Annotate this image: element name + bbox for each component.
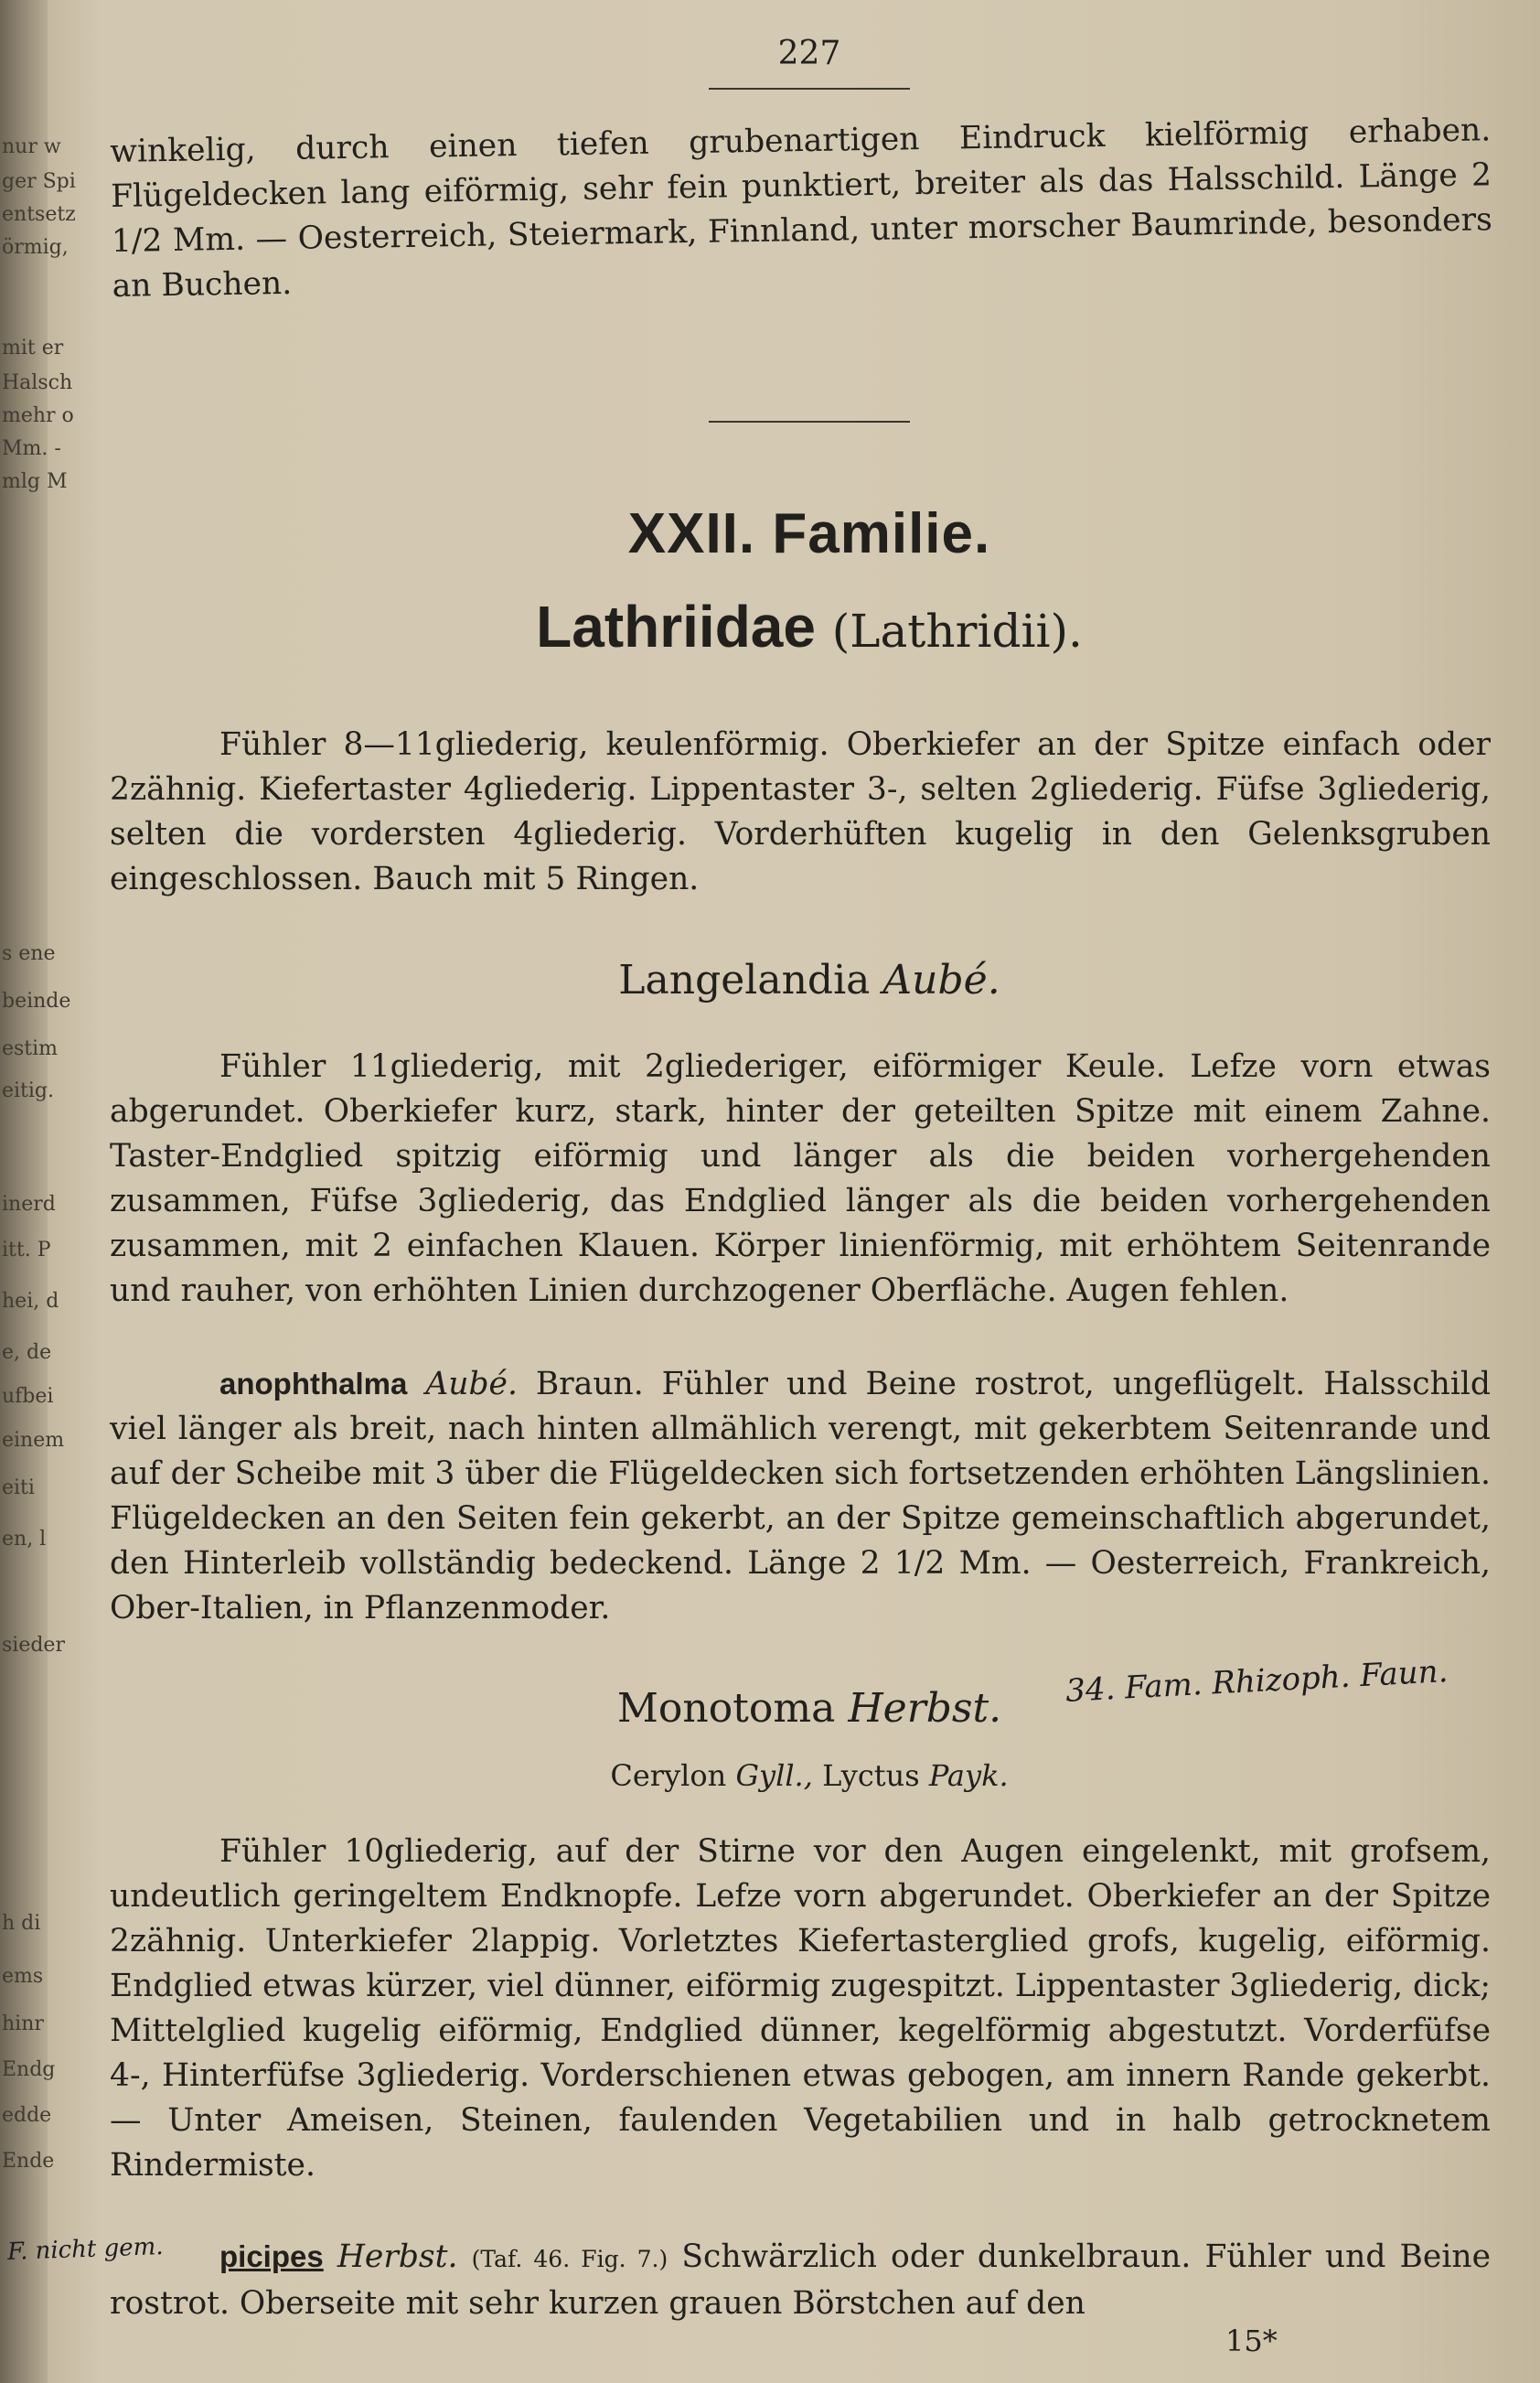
gutter-fragment: ger Spi (2, 170, 76, 193)
family-heading: XXII. Familie. (627, 502, 991, 565)
gutter-fragment: mehr o (2, 404, 74, 427)
gutter-fragment: inerd (2, 1193, 56, 1216)
gutter-fragment: eitig. (2, 1079, 55, 1102)
gutter-fragment: sieder (2, 1634, 65, 1657)
header-rule (709, 88, 910, 90)
synonym-genus: Cerylon (610, 1758, 727, 1793)
gutter-fragment: e, de (2, 1341, 52, 1364)
gutter-fragment: mit er (2, 337, 64, 360)
gutter-fragment: edde (2, 2104, 52, 2127)
species-text: Schwärzlich oder dunkelbraun. Fühler und Beine rostrot. Oberseite mit sehr kurzen grauen Börstchen auf den (110, 2238, 1491, 2322)
handwritten-note-family: 34. Fam. Rhizoph. Faun. (1064, 1653, 1449, 1710)
gutter-fragment: entsetz (2, 203, 76, 226)
gutter-fragment: einem (2, 1429, 65, 1452)
genus-author: Aubé. (882, 957, 1000, 1004)
species-name: picipes (219, 2239, 324, 2273)
gutter-fragment: en, l (2, 1528, 47, 1551)
family-name: Lathriidae (536, 594, 816, 660)
gutter-fragment: hinr (2, 2013, 44, 2035)
facing-page-edge (0, 0, 76, 2383)
page-number: 227 (777, 35, 841, 72)
gutter-fragment: ems (2, 1965, 44, 1988)
gutter-fragment: hei, d (2, 1290, 59, 1313)
gutter-fragment: Ende (2, 2150, 55, 2173)
synonym-genus: Lyctus (822, 1758, 920, 1793)
family-alt-name: (Lathridii). (831, 605, 1083, 658)
family-description: Fühler 8—11gliederig, keulenförmig. Oberkiefer an der Spitze einfach oder 2zähnig. Kiefertaster 4gliederig. Lippentaster 3-, selten 2gliederig. Füfse 3gliederig, selten die vordersten 4gliederig. Vorderhüften kugelig in den Gelenksgruben eingeschlossen. Bauch mit 5 Ringen. (110, 726, 1491, 897)
species-entry-picipes (110, 2234, 1491, 2326)
family-title (110, 593, 1509, 660)
section-rule (709, 421, 910, 423)
gutter-fragment: Mm. - (2, 437, 61, 460)
gutter-fragment: eiti (2, 1476, 35, 1499)
species-entry-anophthalma (110, 1361, 1491, 1631)
gutter-fragment: s ene (2, 942, 56, 965)
genus-description-langelandia: Fühler 11gliederig, mit 2gliederiger, eiförmiger Keule. Lefze vorn etwas abgerundet. Oberkiefer kurz, stark, hinter der geteilten Spitze mit einem Zahne. Taster-Endglied spitzig eiförmig und länger als die beiden vorhergehenden zusammen, Füfse 3gliederig, das Endglied länger als die beiden vorhergehenden zusammen, mit 2 einfachen Klauen. Körper linienförmig, mit erhöhtem Seitenrande und rauher, von erhöhten Linien durchzogener Oberfläche. Augen fehlen. (110, 1048, 1491, 1309)
gutter-fragment: beinde (2, 990, 71, 1013)
synonym-author: Payk. (928, 1758, 1009, 1793)
handwritten-note-species: F. nicht gem. (6, 2233, 165, 2266)
gutter-fragment: itt. P (2, 1239, 51, 1261)
gutter-fragment: örmig, (2, 236, 69, 259)
synonym-author: Gyll., (735, 1758, 813, 1793)
gutter-fragment: ufbei (2, 1385, 54, 1408)
species-author: Herbst. (337, 2238, 458, 2275)
gutter-fragment: Endg (2, 2058, 56, 2081)
gutter-fragment: estim (2, 1037, 59, 1060)
genus-heading-langelandia (110, 957, 1509, 1004)
signature-mark: 15* (1225, 2324, 1278, 2358)
genus-name: Langelandia (618, 957, 871, 1004)
continuation-paragraph: winkelig, durch einen tiefen grubenartigen Eindruck kielförmig erhaben. Flügeldecken lang eiförmig, sehr fein punktiert, breiter als das Halsschild. Länge 2 1/2 Mm. — Oesterreich, Steiermark, Finnland, unter morscher Baumrinde, besonders an Buchen. (110, 112, 1493, 305)
genus-description-monotoma: Fühler 10gliederig, auf der Stirne vor den Augen eingelenkt, mit grofsem, undeutlich geringeltem Endknopfe. Lefze vorn abgerundet. Oberkiefer an der Spitze 2zähnig. Unterkiefer 2lappig. Vorletztes Kiefertasterglied grofs, kugelig, eiförmig. Endglied etwas kürzer, viel dünner, eiförmig zugespitzt. Lippentaster 3gliederig, dick; Mittelglied kugelig eiförmig, Endglied dünner, kegelförmig abgestutzt. Vorderfüfse 4-, Hinterfüfse 3gliederig. Vorderschienen etwas gebogen, am innern Rande gekerbt. — Unter Ameisen, Steinen, faulenden Vegetabilien und in halb getrocknetem Rindermiste. (110, 1833, 1491, 2184)
figure-reference: (Taf. 46. Fig. 7.) (471, 2246, 668, 2272)
genus-author: Herbst. (848, 1685, 1002, 1732)
gutter-fragment: nur w (2, 135, 61, 158)
species-text: Braun. Fühler und Beine rostrot, ungeflügelt. Halsschild viel länger als breit, nach hinten allmählich verengt, mit gekerbtem Seitenrande und auf der Scheibe mit 3 über die Flügeldecken sich fortsetzenden erhöhten Längslinien. Flügeldecken an den Seiten fein gekerbt, an der Spitze gemeinschaftlich abgerundet, den Hinterleib vollständig bedeckend. Länge 2 1/2 Mm. — Oesterreich, Frankreich, Ober-Italien, in Pflanzenmoder. (110, 1366, 1492, 1626)
gutter-fragment: Halsch (2, 371, 73, 394)
species-author: Aubé. (425, 1366, 518, 1402)
species-name: anophthalma (219, 1367, 408, 1401)
genus-name: Monotoma (616, 1685, 836, 1732)
gutter-fragment: h di (2, 1912, 41, 1935)
genus-synonyms (110, 1758, 1509, 1793)
gutter-fragment: mlg M (2, 470, 68, 493)
